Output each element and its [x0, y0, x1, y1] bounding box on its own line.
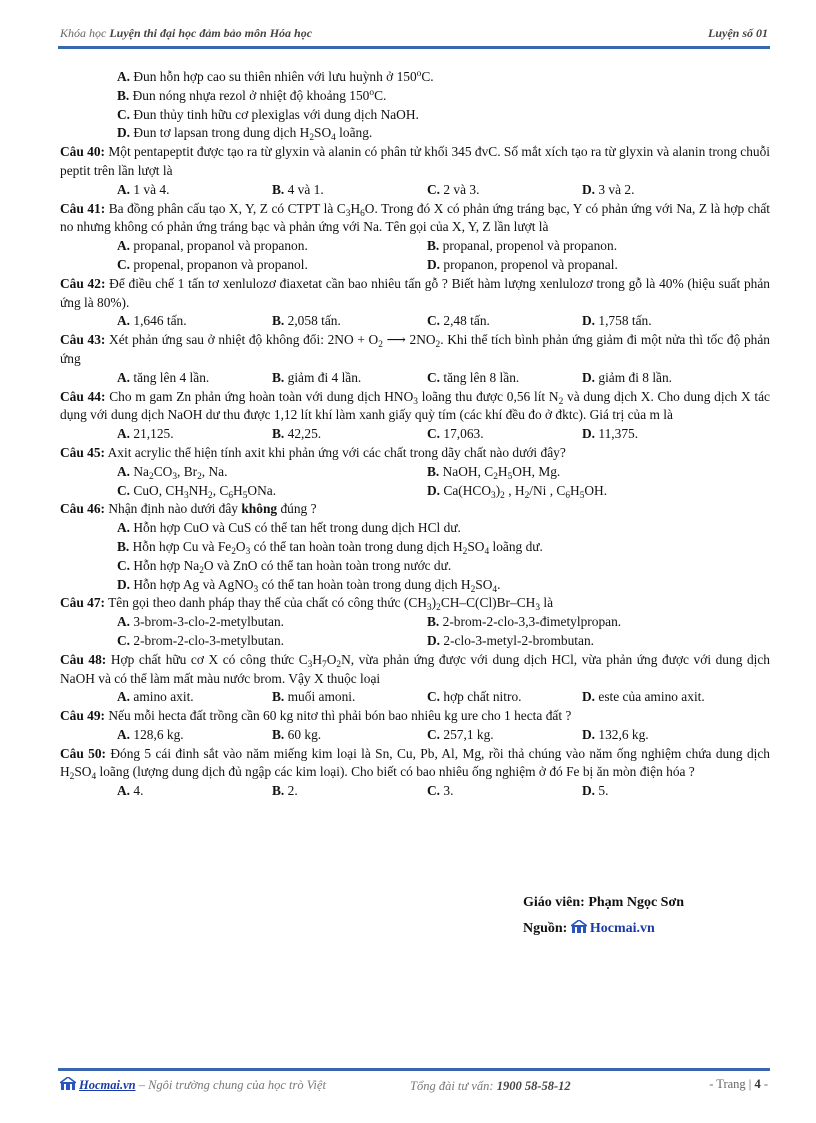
q40-option-c: C. 2 và 3. — [427, 181, 480, 197]
q39-option-a: A. Đun hỗn hợp cao su thiên nhiên với lưu huỳnh ở 150$^o$C. — [117, 69, 434, 84]
footer-hotline: Tổng đài tư vấn: 1900 58-58-12 — [410, 1079, 571, 1093]
q49-option-c: C. 257,1 kg. — [427, 726, 494, 742]
q48-option-c: C. hợp chất nitro. — [427, 689, 522, 705]
q47-option-b: B. 2-brom-2-clo-3,3-đimetylpropan. — [427, 614, 622, 630]
question-47: Câu 47: Tên gọi theo danh pháp thay thế của chất có công thức $(CH_3)_2CH-C(Cl)Br-CH_3$ là — [60, 595, 554, 614]
q42-option-c: C. 2,48 tấn. — [427, 313, 490, 329]
teacher-name: Giáo viên: Phạm Ngọc Sơn — [523, 895, 684, 910]
question-48: Câu 48: Hợp chất hữu cơ X có công thức $C_3H_7O_2N$, vừa phản ứng được với dung dịch HCl, vừa phản ứng được với dung dịch NaOH và có thể làm mất màu nước brom. Vậy X thuộc loại — [60, 651, 771, 686]
page-header — [60, 26, 768, 44]
q50-option-c: C. 3. — [427, 783, 454, 799]
exam-content — [60, 68, 770, 801]
q48-option-d: D. este của amino axit. — [582, 689, 705, 705]
q44-option-d: D. 11,375. — [582, 426, 639, 442]
header-course: Khóa học Luyện thi đại học đảm bảo môn Hóa học — [60, 26, 313, 40]
q50-options — [60, 782, 770, 801]
q43-options — [60, 369, 770, 388]
q45-option-c: C. CuO, $CH_3NH_2$, $C_6H_5ONa$. — [117, 482, 277, 501]
reaction-arrow-icon: ⟶ — [386, 332, 406, 348]
page-number: - Trang | 4 - — [709, 1077, 768, 1091]
q47-option-c: C. 2-brom-2-clo-3-metylbutan. — [117, 632, 284, 648]
source-line: Nguồn: Hocmai.vn — [523, 921, 655, 936]
q49-option-b: B. 60 kg. — [272, 726, 322, 742]
q41-option-d: D. propanon, propenol và propanal. — [427, 256, 618, 272]
q41-options-row1 — [60, 237, 770, 256]
q49-option-a: A. 128,6 kg. — [117, 726, 184, 742]
q42-option-d: D. 1,758 tấn. — [582, 313, 652, 329]
q46-option-b: B. Hỗn hợp Cu và $Fe_2O_3$ có thể tan hoàn toàn trong dung dịch $H_2SO_4$ loãng dư. — [117, 538, 543, 557]
signature-block — [523, 895, 684, 945]
header-lesson: Luyện số 01 — [708, 26, 768, 40]
q40-option-a: A. 1 và 4. — [117, 181, 170, 197]
q40-option-d: D. 3 và 2. — [582, 181, 635, 197]
question-41: Câu 41: Ba đồng phân cấu tạo X, Y, Z có CTPT là $C_3H_6O$. Trong đó X có phản ứng tráng bạc, Y có phản ứng với Na, Z là hợp chất no nhưng không có phản ứng tráng bạc và phản ứng với Na. Tên gọi của X, Y, Z lần lượt là — [60, 200, 771, 235]
q49-option-d: D. 132,6 kg. — [582, 726, 649, 742]
q44-option-c: C. 17,063. — [427, 426, 484, 442]
page-footer — [60, 1077, 768, 1097]
footer-rule — [58, 1068, 770, 1071]
q47-options-row1 — [60, 613, 770, 632]
q41-options-row2 — [60, 256, 770, 275]
q42-option-b: B. 2,058 tấn. — [272, 313, 341, 329]
q41-option-b: B. propanal, propenol và propanon. — [427, 238, 618, 254]
q47-options-row2 — [60, 632, 770, 651]
q50-option-a: A. 4. — [117, 783, 144, 799]
source-link[interactable]: Hocmai.vn — [589, 921, 655, 936]
q41-option-a: A. propanal, propanol và propanon. — [117, 238, 308, 254]
q50-option-b: B. 2. — [272, 783, 298, 799]
q47-option-a: A. 3-brom-3-clo-2-metylbutan. — [117, 614, 284, 630]
q44-option-b: B. 42,25. — [272, 426, 322, 442]
hocmai-logo-icon — [60, 1077, 76, 1091]
footer-site-link[interactable]: Hocmai.vn — [79, 1078, 136, 1092]
q45-option-d: D. $Ca(HCO_3)_2$ , $H_2/Ni$ , $C_6H_5OH$. — [427, 482, 608, 501]
q43-option-a: A. tăng lên 4 lần. — [117, 369, 210, 385]
q39-option-b: B. Đun nóng nhựa rezol ở nhiệt độ khoảng 150$^o$C. — [117, 87, 387, 103]
q48-option-b: B. muối amoni. — [272, 689, 356, 705]
header-rule — [58, 46, 770, 49]
question-49: Câu 49: Nếu mỗi hecta đất trồng cần 60 kg nitơ thì phải bón bao nhiêu kg ure cho 1 hecta đất ? — [60, 708, 572, 724]
q46-option-c: C. Hỗn hợp $Na_2O$ và ZnO có thể tan hoàn toàn trong nước dư. — [117, 557, 452, 576]
q49-options — [60, 726, 770, 745]
question-42: Câu 42: Để điều chế 1 tấn tơ xenlulozơ điaxetat cần bao nhiêu tấn gỗ ? Biết hàm lượng xenlulozơ trong gỗ là 40% (hiệu suất phản ứng là 80%). — [60, 275, 770, 310]
footer-brand: Hocmai.vn – Ngôi trường chung của học trò Việt — [60, 1077, 326, 1093]
q39-option-d: D. Đun tơ lapsan trong dung dịch $H_2SO_4$ loãng. — [117, 125, 373, 144]
question-44: Câu 44: Cho m gam Zn phản ứng hoàn toàn với dung dịch $HNO_3$ loãng thu được 0,56 lít $N_2$ và dung dịch X. Cho dung dịch X tác dụng với dung dịch NaOH dư thu được 1,12 lít khí làm xanh giấy quỳ tím (các khí đều đo ở đktc). Giá trị của m là — [60, 388, 770, 423]
question-46: Câu 46: Nhận định nào dưới đây không đúng ? — [60, 501, 317, 517]
q43-option-b: B. giảm đi 4 lần. — [272, 369, 362, 385]
q40-options — [60, 181, 770, 200]
q45-option-a: A. $Na_2CO_3$, $Br_2$, Na. — [117, 463, 228, 482]
question-45: Câu 45: Axit acrylic thể hiện tính axit khi phản ứng với các chất trong dãy chất nào dưới đây? — [60, 444, 566, 460]
q40-option-b: B. 4 và 1. — [272, 181, 324, 197]
question-43: Câu 43: Xét phản ứng sau ở nhiệt độ không đổi: $2NO + O_2$ ⟶ $2NO_2$. Khi thể tích bình phản ứng giảm đi một nửa thì tốc độ phản ứng — [60, 332, 770, 366]
q46-option-d: D. Hỗn hợp Ag và AgNO$_3$ có thể tan hoàn toàn trong dung dịch $H_2SO_4$. — [117, 576, 501, 595]
q45-options-row1 — [60, 463, 770, 482]
q45-option-b: B. NaOH, $C_2H_5OH$, Mg. — [427, 463, 561, 482]
q39-option-c: C. Đun thủy tinh hữu cơ plexiglas với dung dịch NaOH. — [117, 106, 419, 122]
question-50: Câu 50: Đóng 5 cái đinh sắt vào năm miếng kim loại là Sn, Cu, Pb, Al, Mg, rồi thả chúng vào năm ống nghiệm chứa dung dịch $H_2SO_4$ loãng (lượng dung dịch đủ ngập các kim loại). Cho biết có bao nhiêu ống nghiệm ở đó Fe bị ăn mòn điện hóa ? — [60, 745, 770, 783]
q43-option-d: D. giảm đi 8 lần. — [582, 369, 673, 385]
q41-option-c: C. propenal, propanon và propanol. — [117, 256, 308, 272]
q50-option-d: D. 5. — [582, 783, 609, 799]
q48-option-a: A. amino axit. — [117, 689, 194, 705]
q44-option-a: A. 21,125. — [117, 426, 174, 442]
q44-options — [60, 425, 770, 444]
q45-options-row2 — [60, 482, 770, 501]
q48-options — [60, 688, 770, 707]
q47-option-d: D. 2-clo-3-metyl-2-brombutan. — [427, 632, 594, 648]
q42-option-a: A. 1,646 tấn. — [117, 313, 187, 329]
q43-option-c: C. tăng lên 8 lần. — [427, 369, 520, 385]
q46-option-a: A. Hỗn hợp CuO và CuS có thể tan hết trong dung dịch HCl dư. — [117, 520, 461, 536]
hocmai-logo-icon — [571, 920, 587, 934]
q42-options — [60, 312, 770, 331]
question-40: Câu 40: Một pentapeptit được tạo ra từ glyxin và alanin có phân tử khối 345 đvC. Số mắt xích tạo ra từ glyxin và alanin trong chuỗi peptit trên lần lượt là — [60, 144, 770, 178]
